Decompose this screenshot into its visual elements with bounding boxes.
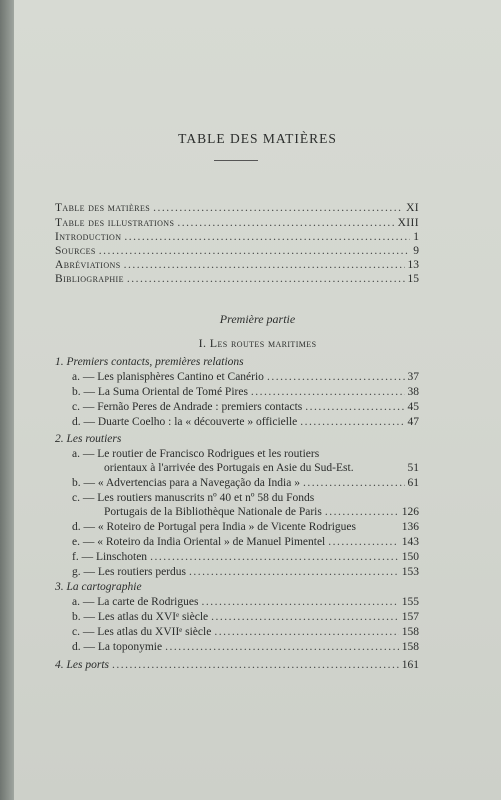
toc-entry-label-continued: orientaux à l'arrivée des Portugais en Asie du Sud-Est. bbox=[104, 462, 354, 474]
toc-entry-page: 1 bbox=[413, 231, 419, 243]
toc-entry-page: 13 bbox=[407, 259, 419, 271]
toc-entry-page: 15 bbox=[407, 273, 419, 285]
toc-entry bbox=[72, 521, 419, 533]
toc-entry-page: XI bbox=[406, 202, 419, 214]
toc-entry-label: d. — « Roteiro de Portugal pera India » de Vicente Rodrigues bbox=[72, 521, 356, 533]
toc-entry-label: Table des matières bbox=[55, 202, 151, 214]
chapter-heading: 3. La cartographie bbox=[55, 581, 142, 593]
toc-entry bbox=[72, 626, 419, 638]
toc-entry-page: XIII bbox=[397, 217, 419, 229]
toc-entry-page: 153 bbox=[401, 566, 419, 578]
toc-entry-page: 37 bbox=[407, 371, 419, 383]
toc-entry-label: f. — Linschoten bbox=[72, 551, 148, 563]
toc-entry-label: a. — La carte de Rodrigues bbox=[72, 596, 199, 608]
toc-entry-label: Sources bbox=[55, 245, 96, 257]
toc-entry-label: c. — Les routiers manuscrits nº 40 et nº 58 du Fonds bbox=[72, 492, 315, 504]
toc-entry bbox=[72, 536, 419, 548]
toc-entry-front-matter bbox=[55, 217, 419, 229]
toc-entry-front-matter bbox=[55, 259, 419, 271]
toc-entry bbox=[72, 641, 419, 653]
toc-entry-label: e. — « Roteiro da India Oriental » de Manuel Pimentel bbox=[72, 536, 326, 548]
toc-entry-front-matter bbox=[55, 273, 419, 285]
page-title: TABLE DES MATIÈRES bbox=[178, 131, 337, 146]
toc-entry-label: a. — Le routier de Francisco Rodrigues et les routiers bbox=[72, 448, 320, 460]
chapter-heading: 2. Les routiers bbox=[55, 433, 122, 445]
toc-entry bbox=[72, 566, 419, 578]
toc-entry-page: 158 bbox=[401, 626, 419, 638]
toc-entry-page: 126 bbox=[401, 506, 419, 518]
chapter-heading: 1. Premiers contacts, premières relations bbox=[55, 356, 244, 368]
toc-entry bbox=[104, 506, 419, 518]
toc-entry-page: 51 bbox=[407, 462, 419, 474]
toc-entry-page: 158 bbox=[401, 641, 419, 653]
toc-entry-label: a. — Les planisphères Cantino et Canério bbox=[72, 371, 264, 383]
toc-entry-label: d. — Duarte Coelho : la « découverte » officielle bbox=[72, 416, 298, 428]
toc-entry bbox=[72, 386, 419, 398]
toc-entry-page: 161 bbox=[401, 659, 419, 671]
toc-entry-label: g. — Les routiers perdus bbox=[72, 566, 187, 578]
toc-entry bbox=[72, 371, 419, 383]
toc-entry-page: 61 bbox=[407, 477, 419, 489]
toc-entry bbox=[72, 401, 419, 413]
toc-entry-chapter bbox=[55, 659, 419, 671]
toc-entry-page: 150 bbox=[401, 551, 419, 563]
section-title: I. Les routes maritimes bbox=[198, 336, 317, 350]
toc-entry-page: 136 bbox=[401, 521, 419, 533]
toc-entry bbox=[104, 462, 419, 474]
toc-entry-label-continued: Portugais de la Bibliothèque Nationale de Paris bbox=[104, 506, 322, 518]
part-title: Première partie bbox=[219, 312, 296, 326]
toc-entry-page: 45 bbox=[407, 401, 419, 413]
toc-entry-label: b. — La Suma Oriental de Tomé Pires bbox=[72, 386, 248, 398]
chapter-heading: 4. Les ports bbox=[55, 659, 109, 671]
toc-entry-label: d. — La toponymie bbox=[72, 641, 163, 653]
toc-entry-label: Introduction bbox=[55, 231, 122, 243]
toc-entry-label: Bibliographie bbox=[55, 273, 124, 285]
toc-entry-label: c. — Les atlas du XVIIᵉ siècle bbox=[72, 626, 212, 638]
toc-entry-label: b. — Les atlas du XVIᵉ siècle bbox=[72, 611, 209, 623]
title-rule bbox=[214, 160, 258, 161]
toc-entry-label: Abréviations bbox=[55, 259, 121, 271]
toc-entry bbox=[72, 611, 419, 623]
toc-entry-page: 155 bbox=[401, 596, 419, 608]
toc-entry bbox=[72, 596, 419, 608]
toc-entry-front-matter bbox=[55, 231, 419, 243]
toc-entry-page: 47 bbox=[407, 416, 419, 428]
toc-entry bbox=[72, 477, 419, 489]
toc-entry-page: 38 bbox=[407, 386, 419, 398]
toc-entry bbox=[72, 551, 419, 563]
toc-entry-label: Table des illustrations bbox=[55, 217, 175, 229]
toc-entry-label: c. — Fernão Peres de Andrade : premiers contacts bbox=[72, 401, 303, 413]
toc-entry bbox=[72, 416, 419, 428]
toc-entry-page: 157 bbox=[401, 611, 419, 623]
toc-entry-page: 9 bbox=[413, 245, 419, 257]
toc-entry-front-matter bbox=[55, 245, 419, 257]
toc-entry-front-matter bbox=[55, 202, 419, 214]
toc-entry-label: b. — « Advertencias para a Navegação da India » bbox=[72, 477, 300, 489]
book-page bbox=[14, 0, 501, 800]
toc-entry-page: 143 bbox=[401, 536, 419, 548]
